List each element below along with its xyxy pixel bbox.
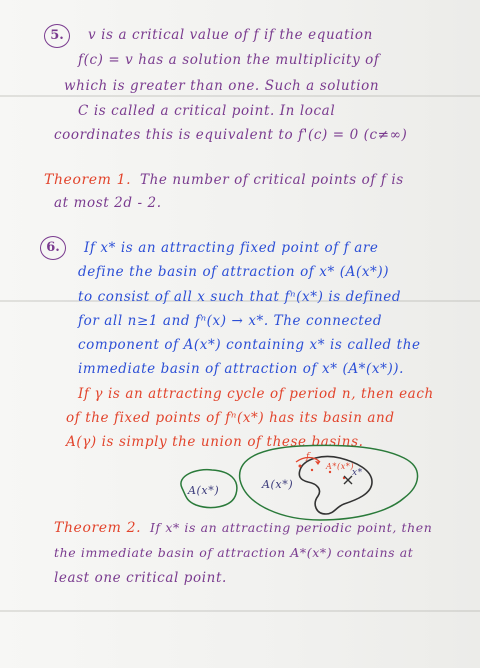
theorem-1-label: Theorem 1. bbox=[44, 172, 132, 188]
item-5-number: 5. bbox=[44, 24, 70, 48]
item-6-line-2: define the basin of attraction of x* (A(x*)) bbox=[78, 264, 390, 280]
item-6-line-4: for all n≥1 and fⁿ(x) → x*. The connected bbox=[78, 313, 383, 329]
item-6-line-5: component of A(x*) containing x* is called the bbox=[78, 337, 421, 353]
immediate-basin-label: A*(x*) bbox=[326, 462, 355, 471]
theorem-2-line-1: If x* is an attracting periodic point, then bbox=[150, 520, 433, 535]
theorem-2-line-2: the immediate basin of attraction A*(x*) contains at bbox=[54, 545, 414, 560]
item-5-line-4: C is called a critical point. In local bbox=[78, 103, 336, 119]
item-6-red-line-2: of the fixed points of fⁿ(x*) has its basin and bbox=[66, 410, 395, 426]
item-6-red-line-1: If γ is an attracting cycle of period n, then each bbox=[78, 386, 434, 402]
item-6-line-3: to consist of all x such that fⁿ(x*) is defined bbox=[78, 289, 402, 305]
item-6-number: 6. bbox=[40, 236, 66, 260]
theorem-2-line-3: least one critical point. bbox=[54, 570, 227, 586]
item-6-red-line-3: A(γ) is simply the union of these basins. bbox=[66, 434, 364, 450]
item-6-line-6: immediate basin of attraction of x* (A*(x*)). bbox=[78, 361, 405, 377]
map-label: f bbox=[306, 452, 310, 462]
right-basin-label: A(x*) bbox=[262, 478, 294, 491]
item-5-line-5: coordinates this is equivalent to f'(c) = 0 (c≠∞) bbox=[54, 127, 408, 143]
theorem-1-text-2: at most 2d - 2. bbox=[54, 195, 162, 211]
item-6-line-1: If x* is an attracting fixed point of f are bbox=[84, 240, 379, 256]
item-5-line-3: which is greater than one. Such a solution bbox=[64, 78, 380, 94]
left-basin-label: A(x*) bbox=[188, 484, 220, 497]
theorem-2-label: Theorem 2. bbox=[54, 520, 142, 536]
fixed-point-label: x* bbox=[352, 468, 363, 478]
theorem-1-text: The number of critical points of f is bbox=[140, 172, 404, 188]
item-5-line-1: v is a critical value of f if the equation bbox=[88, 27, 373, 43]
item-5-line-2: f(c) = v has a solution the multiplicity of bbox=[78, 52, 380, 68]
fixed-point-mark bbox=[344, 476, 352, 484]
